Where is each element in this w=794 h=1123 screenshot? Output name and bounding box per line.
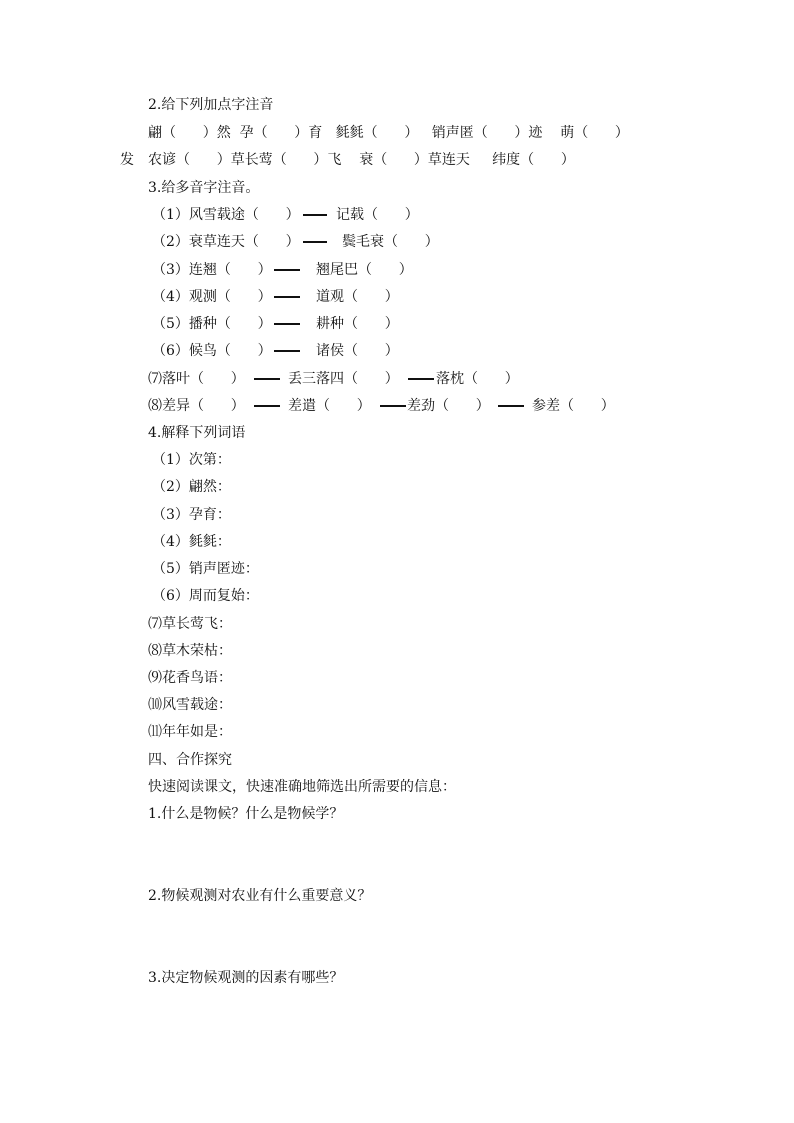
q4-item-4: （4）毵毵：: [152, 534, 231, 550]
section4-question-3: 3.决定物候观测的因素有哪些？: [148, 970, 344, 986]
q3-item-5-a: （5）播种（ ）: [152, 316, 272, 332]
q4-item-6: （6）周而复始：: [152, 588, 259, 604]
q3-item-1-a: （1）风雪载途（ ）: [152, 207, 300, 223]
q3-item-5-b: 耕种（ ）: [316, 316, 399, 332]
q3-item-3-b: 翘尾巴（ ）: [316, 262, 413, 278]
q3-item-6-b: 诸侯（ ）: [316, 343, 399, 359]
q3-item-5-dash: [274, 323, 300, 325]
section4-intro: 快速阅读课文，快速准确地筛选出所需要的信息：: [148, 779, 456, 795]
q3-item-7-c: 落枕（ ）: [436, 371, 519, 387]
q3-item-2-b: 鬓毛衰（ ）: [342, 234, 439, 250]
q3-item-4-dash: [274, 296, 300, 298]
q3-item-2-a: （2）衰草连天（ ）: [152, 234, 300, 250]
q2-row-2: 农谚（ ）草长莺（ ）飞 衰（ ）草连天 纬度（ ）: [148, 152, 575, 168]
q4-item-2: （2）翩然：: [152, 479, 231, 495]
answer-space-1[interactable]: [148, 830, 648, 882]
q3-item-6-dash: [274, 350, 300, 352]
section4-question-1: 1.什么是物候？什么是物候学？: [148, 806, 344, 822]
q3-item-8-b: 差遣（ ）: [288, 398, 371, 414]
q3-item-8-d: 参差（ ）: [532, 398, 615, 414]
section4-heading: 四、合作探究: [148, 752, 232, 768]
q3-item-6-a: （6）候鸟（ ）: [152, 343, 272, 359]
q3-item-1-b: 记载（ ）: [336, 207, 419, 223]
q3-item-7-dash-1: [254, 378, 280, 380]
q2-heading: 2.给下列加点字注音: [148, 97, 274, 113]
q3-item-7-b: 丢三落四（ ）: [288, 371, 399, 387]
q3-heading: 3.给多音字注音。: [148, 180, 260, 196]
q4-item-3: （3）孕育：: [152, 507, 231, 523]
q4-item-11: ⑾年年如是：: [148, 724, 232, 740]
q3-item-3-a: （3）连翘（ ）: [152, 262, 272, 278]
q4-item-9: ⑼花香鸟语：: [148, 670, 232, 686]
q4-item-1: （1）次第：: [152, 452, 231, 468]
q3-item-3-dash: [274, 269, 300, 271]
q3-item-7-dash-2: [408, 378, 434, 380]
q3-item-4-a: （4）观测（ ）: [152, 289, 272, 305]
q3-item-7-a: ⑺落叶（ ）: [148, 371, 245, 387]
q4-item-5: （5）销声匿迹：: [152, 561, 259, 577]
q3-item-8-dash-3: [498, 405, 524, 407]
q3-item-1-dash: [303, 214, 327, 216]
q3-item-8-c: 差劲（ ）: [407, 398, 490, 414]
q3-item-8-dash-1: [254, 405, 280, 407]
q4-item-8: ⑻草木荣枯：: [148, 643, 232, 659]
q3-item-8-a: ⑻差异（ ）: [148, 398, 245, 414]
answer-space-2[interactable]: [148, 912, 648, 964]
answer-space-3[interactable]: [148, 994, 648, 1074]
q4-item-10: ⑽风雪载途：: [148, 697, 232, 713]
section4-question-2: 2.物候观测对农业有什么重要意义？: [148, 888, 372, 904]
q3-item-2-dash: [303, 241, 327, 243]
q2-row-1: 翩（ ）然 孕（ ）育 毵毵（ ） 销声匿（ ）迹 萌（ ）: [148, 125, 629, 141]
q3-item-4-b: 道观（ ）: [316, 289, 399, 305]
q3-item-8-dash-2: [380, 405, 406, 407]
q4-item-7: ⑺草长莺飞：: [148, 616, 232, 632]
q2-row-2-lead: 发: [120, 152, 134, 168]
q4-heading: 4.解释下列词语: [148, 425, 246, 441]
